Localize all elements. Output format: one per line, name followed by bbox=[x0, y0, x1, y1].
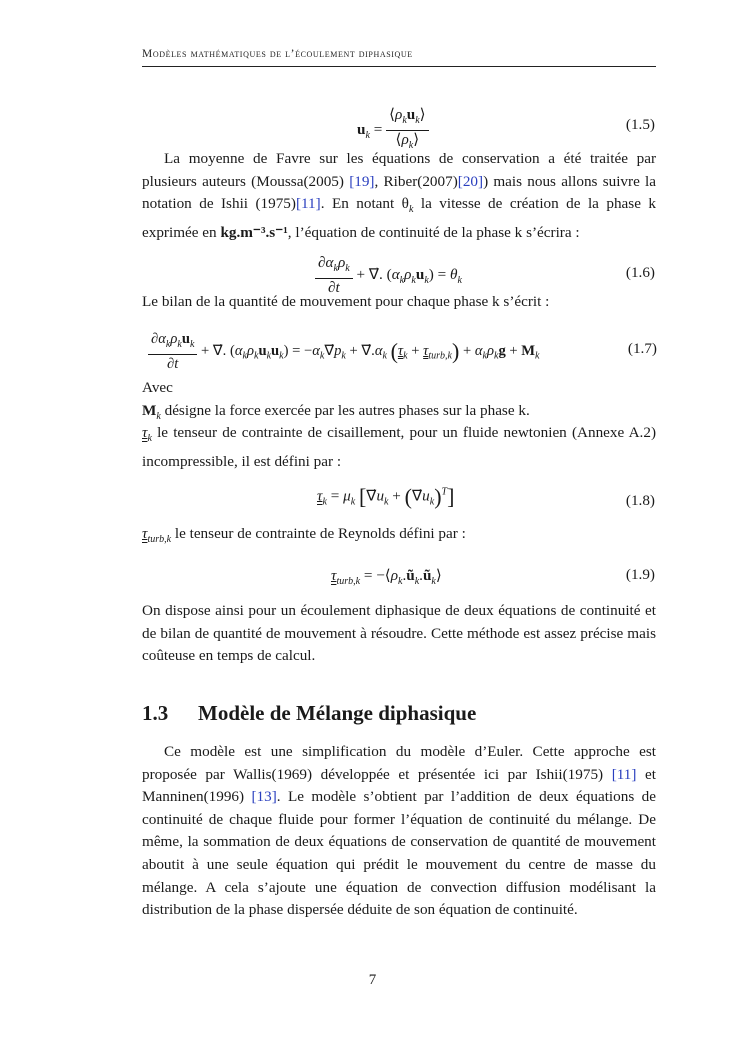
momentum-intro: Le bilan de la quantité de mouvement pour chaque phase k s’écrit : bbox=[142, 293, 550, 310]
equation-number-1-7: (1.7) bbox=[627, 340, 657, 357]
equation-number-1-5: (1.5) bbox=[625, 116, 655, 133]
equation-number-1-8: (1.8) bbox=[625, 492, 655, 509]
equation-1-6: $\frac{\partial\alpha_k\rho_k}{\partial t}$ + ∇⃗. $(\alpha_k\rho_ku_k) = \theta_k$ bbox=[315, 254, 462, 297]
citation-link[interactable]: [11] bbox=[295, 195, 321, 213]
paragraph-summary: On dispose ainsi pour un écoulement diphasique de deux équations de continuité et de bilan de quantité de mouvement à résoudre. Cette méthode est assez précise mais coûteuse en temps de calcul. bbox=[142, 602, 656, 665]
equation-1-9: $\tau_{turb,k}$ = $-⟨\rho_k.ũ_k.ũ_k⟩$ bbox=[331, 567, 442, 588]
header-rule bbox=[142, 66, 656, 67]
paragraph-mixture-model: Ce modèle est une simplification du modèle d’Euler. Cette approche est proposée par Wallis(1969) développée et présentée ici par Ishii(1975) [11] et Manninen(1996) [13]. Le modèle s’obtient par l’addition de deux équations de continuité de chaque fluide pour former l’équation de continuité du mélange. De même, la sommation de deux équations de conservation de quantité de mouvement aboutit à une seule équation qui prédit le mouvement du centre de masse du mélange. A cela s’ajoute une équation de convection diffusion modélisant la distribution de la phase dispersée déduite de son équation de continuité. bbox=[142, 743, 657, 919]
equation-1-5: $u_k$ = $\frac{⟨\rho_ku_k⟩}{⟨\rho_k⟩}$ bbox=[357, 106, 429, 155]
tauturb-definition: $\tau_{turb,k}$ le tenseur de contrainte de Reynolds défini par : bbox=[142, 525, 466, 546]
tau-definition: $\tau_k$ le tenseur de contrainte de cisaillement, pour un fluide newtonien (Annexe A.2) incompressible, il est défini par : bbox=[142, 424, 656, 470]
running-header: Modèles mathématiques de l’écoulement diphasique bbox=[142, 48, 413, 60]
citation-link[interactable]: [19] bbox=[349, 172, 375, 190]
equation-1-7: $\frac{\partial\alpha_k\rho_ku_k}{\partial t}$ + ∇⃗. $(\alpha_k\rho_ku_ku_k)$ = $-\alpha_k\nabla⃗p_k$ + $\nabla⃗.\alpha_k$ $(\tau_k + \tau_{turb,k}) + \alpha_k\rho_kg + M_k$ bbox=[148, 330, 540, 373]
paragraph-favre: La moyenne de Favre sur les équations de conservation a été traitée par plusieurs auteurs (Moussa(2005) [19], Riber(2007)[20]) mais nous allons suivre la notation de Ishii (1975)[11]. En notant $\theta_k$ la vitesse de création de la phase k exprimée en kg.m⁻³.s⁻¹, l’équation de continuité de la phase k s’écrira : bbox=[142, 150, 657, 241]
equation-number-1-6: (1.6) bbox=[625, 264, 655, 281]
citation-link[interactable]: [13] bbox=[251, 788, 277, 806]
equation-number-1-9: (1.9) bbox=[625, 566, 655, 583]
equation-1-8: $\tau_k = \mu_k$ [$\nabla⃗u_k$ + $(\nabla⃗u_k)^T$] bbox=[317, 484, 455, 509]
citation-link[interactable]: [11] bbox=[611, 765, 637, 783]
section-title: Modèle de Mélange diphasique bbox=[198, 701, 477, 725]
citation-link[interactable]: [20] bbox=[457, 172, 484, 190]
avec-label: Avec bbox=[142, 379, 173, 396]
section-heading bbox=[142, 701, 476, 726]
section-number: 1.3 bbox=[142, 701, 169, 725]
mk-definition: $M_k$ désigne la force exercée par les autres phases sur la phase k. bbox=[142, 402, 530, 423]
page-number: 7 bbox=[368, 972, 377, 988]
